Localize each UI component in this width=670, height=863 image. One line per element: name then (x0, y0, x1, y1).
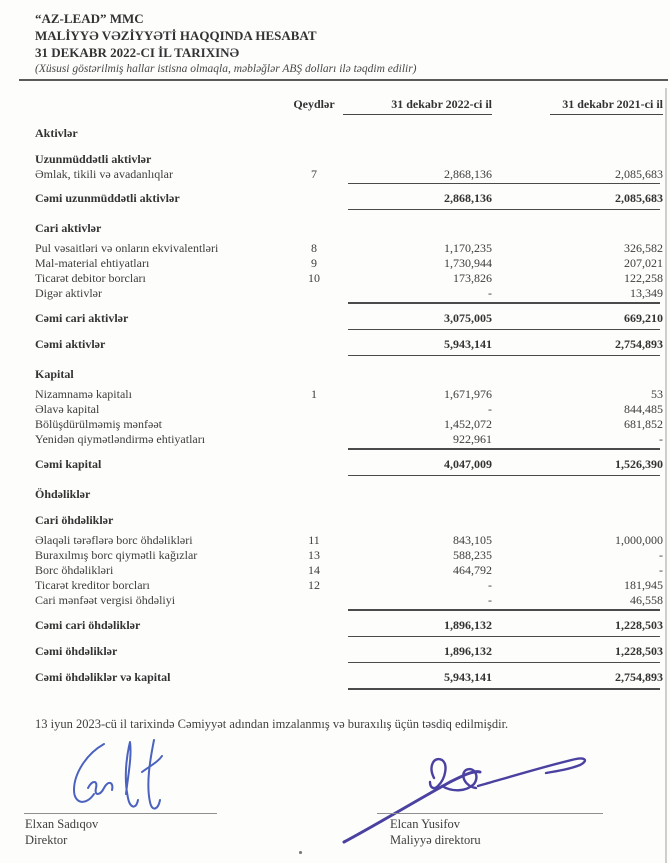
row-label: Cəmi öhdəliklər (35, 644, 118, 659)
note-ref (285, 311, 343, 326)
report-date: 31 DEKABR 2022-CI İL TARIXINƏ (35, 45, 240, 60)
note-ref: 10 (308, 271, 320, 286)
year-2021-column-header: 31 dekabr 2021-ci il (492, 97, 663, 115)
approval-note: 13 iyun 2023-cü il tarixində Cəmiyyət adından imzalanmış və buraxılış üçün təsdiq edilmişdir. (35, 716, 509, 731)
signatory-title-right: Maliyyə direktoru (390, 833, 481, 847)
total-row (35, 450, 663, 475)
table-row (35, 286, 663, 301)
row-label: Cəmi aktivlər (35, 337, 106, 352)
table-row (35, 578, 663, 593)
table-row (35, 417, 663, 432)
value-2022: 1,730,944 (444, 256, 492, 271)
table-row (35, 256, 663, 271)
note-ref: 9 (311, 256, 317, 271)
value-2022: - (488, 593, 492, 608)
signature-line-left (24, 813, 217, 814)
note-ref (285, 618, 343, 633)
row-label: Əlaqəli tərəflərə borc öhdəlikləri (35, 533, 193, 548)
value-2022: 922,961 (453, 432, 492, 447)
value-2021: 669,210 (624, 310, 663, 325)
value-2021: 46,558 (630, 593, 663, 608)
value-2021: 2,085,683 (615, 166, 663, 181)
row-label: Nizamnamə kapitalı (35, 387, 132, 402)
value-2021: 2,754,893 (615, 337, 663, 352)
currency-note: (Xüsusi göstərilmiş hallar istisna olmaqla, məbləğlər ABŞ dolları ilə təqdim edilir) (35, 63, 417, 75)
total-row (35, 330, 663, 355)
total-row (35, 637, 663, 662)
value-2022: 1,671,976 (444, 387, 492, 402)
value-2022: 4,047,009 (444, 456, 492, 471)
note-ref: 12 (308, 578, 320, 593)
value-2022: 464,792 (453, 563, 492, 578)
header-divider (19, 79, 668, 81)
section-header (35, 221, 663, 236)
row-label: Cəmi cari aktivlər (35, 310, 129, 325)
value-2021: 1,526,390 (615, 456, 663, 471)
row-label: Cəmi kapital (35, 456, 102, 471)
value-2022: 3,075,005 (444, 310, 492, 325)
note-ref (285, 337, 343, 352)
value-2022: 2,868,136 (444, 166, 492, 181)
total-row (35, 304, 663, 329)
value-2021: - (659, 548, 663, 563)
scan-dot-artifact (299, 851, 302, 854)
value-2021: 2,085,683 (615, 190, 663, 205)
company-name: “AZ-LEAD” MMC (35, 11, 144, 26)
table-row (35, 402, 663, 417)
value-2021: 13,349 (630, 286, 663, 301)
section-header (35, 152, 663, 167)
value-2022: 1,896,132 (444, 617, 492, 632)
table-row (35, 593, 663, 608)
section-header (35, 126, 663, 141)
balance-sheet-table (35, 126, 663, 690)
report-title: MALİYYƏ VƏZİYYƏTİ HAQQINDA HESABAT (35, 28, 317, 43)
signatory-name-right: Elcan Yusifov (390, 817, 461, 831)
note-ref (285, 670, 343, 685)
value-2022: 5,943,141 (444, 670, 492, 685)
total-row (35, 611, 663, 636)
note-ref: 7 (311, 166, 317, 181)
value-2021: 1,228,503 (615, 617, 663, 632)
value-2021: 53 (651, 387, 663, 402)
value-2021: 681,852 (624, 417, 663, 432)
label-column-header (35, 97, 285, 115)
row-label: Ticarət debitor borcları (35, 271, 146, 286)
note-ref: 11 (308, 533, 320, 548)
total-row (35, 184, 663, 209)
note-ref (285, 286, 343, 301)
value-2022: - (488, 402, 492, 417)
notes-column-header: Qeydlər (293, 96, 335, 111)
row-label: Cari mənfəət vergisi öhdəliyi (35, 593, 176, 608)
section-label: Cari aktivlər (35, 221, 102, 236)
value-2021: 326,582 (624, 241, 663, 256)
value-2021: 1,000,000 (615, 533, 663, 548)
note-ref (285, 593, 343, 608)
note-ref (285, 402, 343, 417)
table-row (35, 432, 663, 447)
row-label: Pul vəsaitləri və onların ekvivalentləri (35, 241, 219, 256)
value-2022: 1,452,072 (444, 417, 492, 432)
year-2022-column-header: 31 dekabr 2022-ci il (343, 97, 492, 115)
table-row (35, 387, 663, 402)
section-header (35, 513, 663, 528)
table-row (35, 241, 663, 256)
value-2021: - (659, 432, 663, 447)
section-header (35, 367, 663, 382)
section-label: Öhdəliklər (35, 487, 91, 502)
scan-edge-artifact (665, 88, 667, 863)
value-2021: 1,228,503 (615, 644, 663, 659)
row-label: Buraxılmış borc qiymətli kağızlar (35, 548, 198, 563)
row-label: Borc öhdəlikləri (35, 563, 114, 578)
row-label: Yenidən qiymətləndirmə ehtiyatları (35, 432, 206, 447)
row-label: Digər aktivlər (35, 286, 102, 301)
value-2022: 843,105 (453, 533, 492, 548)
value-2021: 2,754,893 (615, 670, 663, 685)
value-2022: 1,170,235 (444, 241, 492, 256)
note-ref (285, 644, 343, 659)
section-label: Aktivlər (35, 125, 78, 140)
row-label: Cəmi uzunmüddətli aktivlər (35, 190, 180, 205)
row-label: Cəmi öhdəliklər və kapital (35, 670, 171, 685)
signatory-title-left: Direktor (25, 833, 68, 847)
value-2021: - (659, 563, 663, 578)
row-label: Əlavə kapital (35, 402, 100, 417)
note-ref (285, 457, 343, 472)
value-2022: 5,943,141 (444, 337, 492, 352)
table-row (35, 533, 663, 548)
table-row (35, 167, 663, 182)
section-label: Uzunmüddətli aktivlər (35, 151, 152, 166)
table-row (35, 548, 663, 563)
row-label: Cəmi cari öhdəliklər (35, 617, 141, 632)
signature-left-ink (30, 736, 230, 816)
value-2021: 122,258 (624, 271, 663, 286)
section-label: Kapital (35, 367, 74, 382)
signature-line-right (377, 813, 603, 814)
signatory-name-left: Elxan Sadıqov (25, 817, 99, 831)
value-2022: - (488, 286, 492, 301)
note-ref: 13 (308, 548, 320, 563)
row-label: Əmlak, tikili və avadanlıqlar (35, 166, 173, 181)
note-ref: 14 (308, 563, 320, 578)
table-rule (348, 355, 660, 356)
value-2022: 2,868,136 (444, 190, 492, 205)
row-label: Ticarət kreditor borcları (35, 578, 150, 593)
value-2021: 207,021 (624, 256, 663, 271)
note-ref: 1 (311, 387, 317, 402)
table-row (35, 563, 663, 578)
row-label: Bölüşdürülməmiş mənfəət (35, 417, 162, 432)
table-rule (348, 209, 660, 210)
note-ref (285, 417, 343, 432)
table-column-headers (35, 97, 663, 115)
total-row (35, 663, 663, 688)
value-2022: 588,235 (453, 548, 492, 563)
note-ref (285, 191, 343, 206)
value-2022: 173,826 (453, 271, 492, 286)
value-2021: 844,485 (624, 402, 663, 417)
note-ref: 8 (311, 241, 317, 256)
table-row (35, 271, 663, 286)
value-2021: 181,945 (624, 578, 663, 593)
section-label: Cari öhdəliklər (35, 513, 114, 528)
row-label: Mal-material ehtiyatları (35, 256, 150, 271)
value-2022: - (488, 578, 492, 593)
table-rule (348, 475, 660, 476)
note-ref (285, 432, 343, 447)
value-2022: 1,896,132 (444, 644, 492, 659)
table-rule (348, 688, 660, 689)
section-header (35, 487, 663, 502)
